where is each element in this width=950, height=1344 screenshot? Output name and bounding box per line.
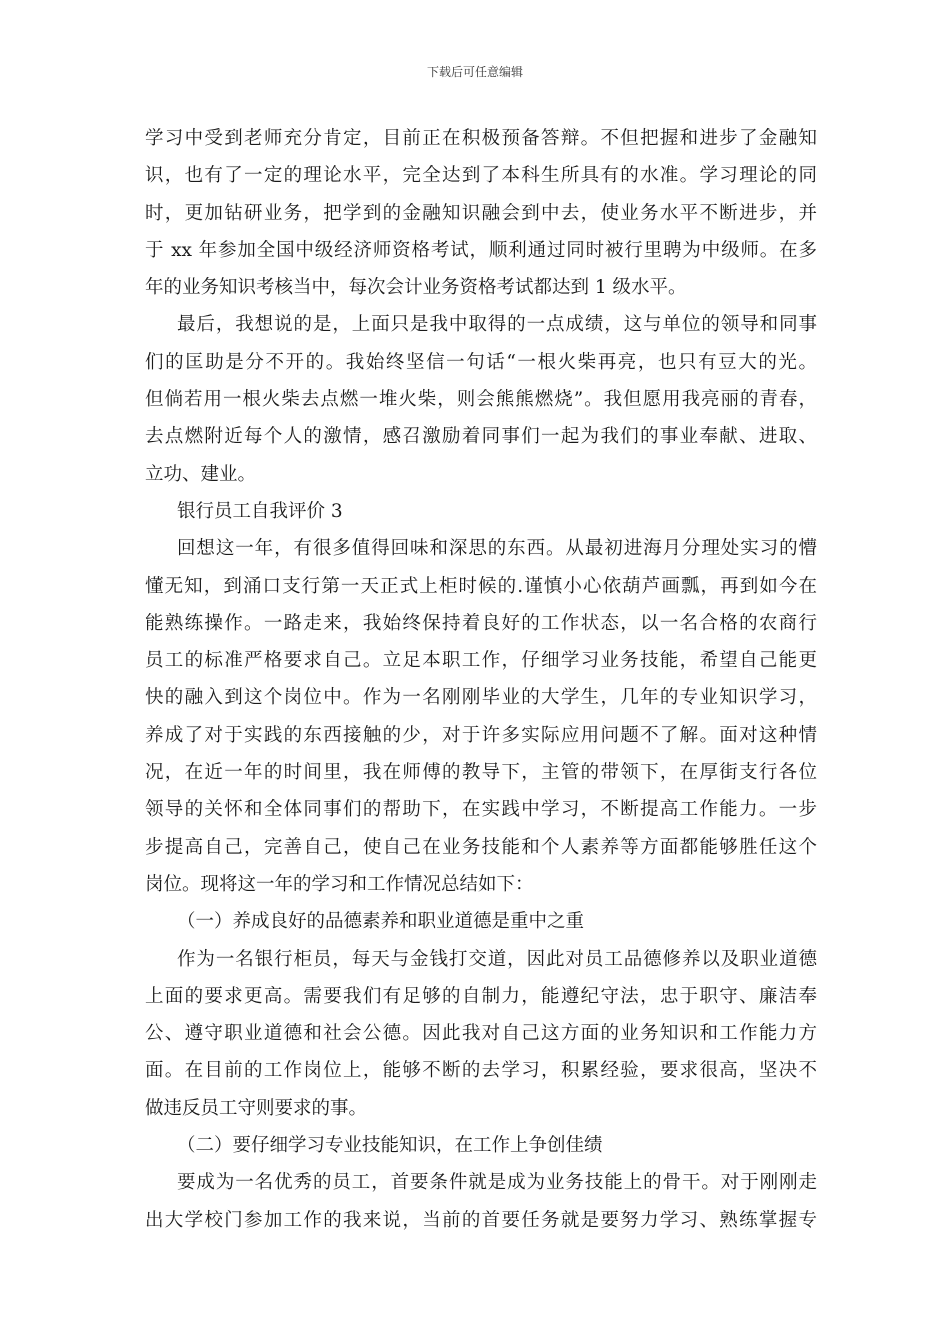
text-line: 回想这一年，有很多值得回味和深思的东西。从最初进海月分理处实习的懵	[177, 538, 817, 560]
text-line: 识，也有了一定的理论水平，完全达到了本科生所具有的水准。学习理论的同	[145, 165, 817, 187]
text-line: 学习中受到老师充分肯定，目前正在积极预备答辩。不但把握和进步了金融知	[145, 128, 817, 149]
page-header: 下载后可任意编辑	[426, 65, 523, 79]
text-line: 做违反员工守则要求的事。	[145, 1097, 368, 1119]
text-line: 懂无知，到涌口支行第一天正式上柜时候的.谨慎小心依葫芦画瓢，再到如今在	[145, 575, 817, 597]
text-line: 员工的标准严格要求自己。立足本职工作，仔细学习业务技能，希望自己能更	[145, 650, 817, 672]
text-line: （一）养成良好的品德素养和职业道德是重中之重	[177, 911, 585, 933]
text-line: 时，更加钻研业务，把学到的金融知识融会到中去，使业务水平不断进步，并	[145, 202, 817, 224]
document-body	[145, 120, 817, 1239]
text-line: 要成为一名优秀的员工，首要条件就是成为业务技能上的骨干。对于刚刚走	[177, 1172, 817, 1194]
text-line: 去点燃附近每个人的激情，感召激励着同事们一起为我们的事业奉献、进取、	[145, 426, 817, 448]
text-line: 作为一名银行柜员，每天与金钱打交道，因此对员工品德修养以及职业道德	[177, 948, 817, 970]
text-line: 但倘若用一根火柴去点燃一堆火柴，则会熊熊燃烧”。我但愿用我亮丽的青春，	[145, 389, 817, 411]
text-line: 年的业务知识考核当中，每次会计业务资格考试都达到 1 级水平。	[145, 277, 687, 299]
text-line: 岗位。现将这一年的学习和工作情况总结如下：	[145, 873, 534, 895]
text-line: 出大学校门参加工作的我来说，当前的首要任务就是要努力学习、熟练掌握专	[145, 1209, 817, 1231]
text-line: 最后，我想说的是，上面只是我中取得的一点成绩，这与单位的领导和同事	[177, 314, 817, 336]
text-line: 银行员工自我评价 3	[177, 500, 343, 522]
text-line: 上面的要求更高。需要我们有足够的自制力，能遵纪守法，忠于职守、廉洁奉	[145, 985, 817, 1007]
text-line: 面。在目前的工作岗位上，能够不断的去学习，积累经验，要求很高，坚决不	[145, 1060, 817, 1082]
text-line: 立功、建业。	[145, 463, 257, 485]
text-line: 公、遵守职业道德和社会公德。因此我对自己这方面的业务知识和工作能力方	[145, 1023, 817, 1045]
text-line: 步提高自己，完善自己，使自己在业务技能和个人素养等方面都能够胜任这个	[145, 836, 817, 858]
text-line: 快的融入到这个岗位中。作为一名刚刚毕业的大学生，几年的专业知识学习，	[145, 687, 817, 709]
text-line: 们的匡助是分不开的。我始终坚信一句话“一根火柴再亮，也只有豆大的光。	[145, 351, 817, 373]
text-line: 于 xx 年参加全国中级经济师资格考试，顺利通过同时被行里聘为中级师。在多	[145, 239, 817, 261]
text-line: 能熟练操作。一路走来，我始终保持着良好的工作状态，以一名合格的农商行	[145, 612, 817, 634]
text-line: 养成了对于实践的东西接触的少，对于许多实际应用问题不了解。面对这种情	[145, 724, 817, 746]
text-line: 领导的关怀和全体同事们的帮助下，在实践中学习，不断提高工作能力。一步	[145, 799, 817, 821]
text-line: （二）要仔细学习专业技能知识，在工作上争创佳绩	[177, 1135, 603, 1157]
text-line: 况，在近一年的时间里，我在师傅的教导下，主管的带领下，在厚街支行各位	[145, 762, 817, 784]
